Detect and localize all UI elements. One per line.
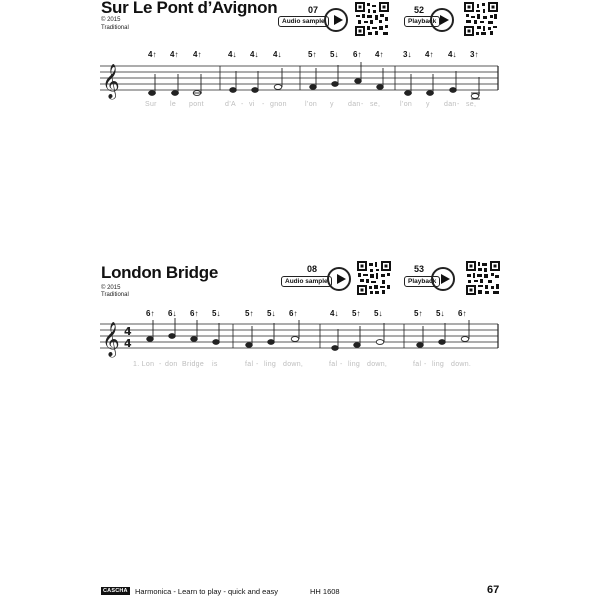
play-icon[interactable] <box>430 8 454 32</box>
lyric-syllable: fal <box>329 361 338 368</box>
lyric-syllable: d’A <box>225 101 237 108</box>
harp-tab: 4↑ <box>170 50 179 59</box>
lyric-syllable: - <box>256 361 259 368</box>
track-number: 08 <box>307 264 318 274</box>
track-number: 07 <box>308 5 319 15</box>
harp-tab: 3↑ <box>470 50 479 59</box>
time-signature-bottom: 4 <box>124 337 132 350</box>
copyright: © 2015 <box>101 285 121 291</box>
song-title: Sur Le Pont d’Avignon <box>101 0 278 17</box>
lyric-syllable: don <box>165 361 178 368</box>
playback-label: Playback <box>404 16 440 27</box>
lyric-syllable: gnon <box>270 101 287 108</box>
lyric-syllable: ling <box>432 361 445 368</box>
qr-code-icon <box>464 2 498 36</box>
play-icon[interactable] <box>431 267 455 291</box>
harp-tab: 5↑ <box>414 309 423 318</box>
lyric-syllable: Bridge <box>182 361 205 368</box>
treble-clef-icon: 𝄞 <box>102 322 120 357</box>
harp-tab: 5↑ <box>308 50 317 59</box>
harp-tab: 5↓ <box>267 309 276 318</box>
lyric-syllable: se, <box>466 101 477 108</box>
lyric-syllable: - <box>457 101 460 108</box>
song-title: London Bridge <box>101 263 218 282</box>
lyric-syllable: y <box>330 101 334 108</box>
harp-tab: 3↓ <box>403 50 412 59</box>
lyric-syllable: vi <box>249 101 255 108</box>
lyric-syllable: down. <box>451 361 472 368</box>
harp-tab: 6↓ <box>168 309 177 318</box>
lyric-syllable: - <box>159 361 162 368</box>
play-icon[interactable] <box>327 267 351 291</box>
music-staff <box>100 318 500 363</box>
lyric-syllable: l’on <box>305 101 318 108</box>
harp-tab: 5↓ <box>374 309 383 318</box>
lyric-syllable: dan <box>348 101 361 108</box>
lyric-syllable: - <box>262 101 265 108</box>
harp-tab: 5↓ <box>212 309 221 318</box>
qr-code-icon <box>466 261 500 295</box>
lyric-syllable: fal <box>245 361 254 368</box>
lyric-syllable: - <box>340 361 343 368</box>
harp-tab: 4↓ <box>250 50 259 59</box>
lyric-syllable: down, <box>367 361 388 368</box>
harp-tab: 4↓ <box>448 50 457 59</box>
lyric-syllable: Sur <box>145 101 157 108</box>
track-number: 52 <box>414 5 425 15</box>
harp-tab: 6↑ <box>190 309 199 318</box>
audio-sample-label: Audio sample <box>278 16 329 27</box>
harp-tab: 4↑ <box>193 50 202 59</box>
qr-code-icon <box>355 2 389 36</box>
credit: Traditional <box>101 292 129 298</box>
lyric-syllable: ling <box>348 361 361 368</box>
music-staff <box>100 60 500 105</box>
track-number: 53 <box>414 264 425 274</box>
treble-clef-icon: 𝄞 <box>102 64 120 99</box>
page-number: 67 <box>487 584 500 596</box>
lyric-syllable: - <box>424 361 427 368</box>
lyric-syllable: - <box>241 101 244 108</box>
lyric-syllable: y <box>426 101 430 108</box>
lyric-syllable: is <box>212 361 218 368</box>
harp-tab: 6↑ <box>458 309 467 318</box>
lyric-syllable: fal <box>413 361 422 368</box>
harp-tab: 4↑ <box>148 50 157 59</box>
publisher-logo: CASCHA <box>103 588 128 594</box>
lyric-syllable: pont <box>189 101 204 108</box>
lyric-syllable: l’on <box>400 101 413 108</box>
playback-label: Playback <box>404 276 440 287</box>
harp-tab: 4↑ <box>425 50 434 59</box>
lyric-syllable: se, <box>370 101 381 108</box>
time-signature-top: 4 <box>124 325 132 338</box>
lyric-syllable: dan <box>444 101 457 108</box>
harp-tab: 6↑ <box>146 309 155 318</box>
harp-tab: 6↑ <box>289 309 298 318</box>
catalog-code: HH 1608 <box>310 587 340 596</box>
play-icon[interactable] <box>324 8 348 32</box>
lyric-syllable: down, <box>283 361 304 368</box>
harp-tab: 4↑ <box>375 50 384 59</box>
harp-tab: 5↓ <box>330 50 339 59</box>
credit: Traditional <box>101 25 129 31</box>
harp-tab: 6↑ <box>353 50 362 59</box>
book-title: Harmonica - Learn to play - quick and easy <box>135 587 278 596</box>
harp-tab: 5↑ <box>352 309 361 318</box>
lyric-syllable: ling <box>264 361 277 368</box>
harp-tab: 4↓ <box>330 309 339 318</box>
copyright: © 2015 <box>101 17 121 23</box>
harp-tab: 4↓ <box>228 50 237 59</box>
lyric-syllable: - <box>361 101 364 108</box>
qr-code-icon <box>357 261 391 295</box>
lyric-syllable: le <box>170 101 177 108</box>
lyric-syllable: 1. Lon <box>133 361 155 368</box>
harp-tab: 4↓ <box>273 50 282 59</box>
audio-sample-label: Audio sample <box>281 276 332 287</box>
harp-tab: 5↓ <box>436 309 445 318</box>
harp-tab: 5↑ <box>245 309 254 318</box>
